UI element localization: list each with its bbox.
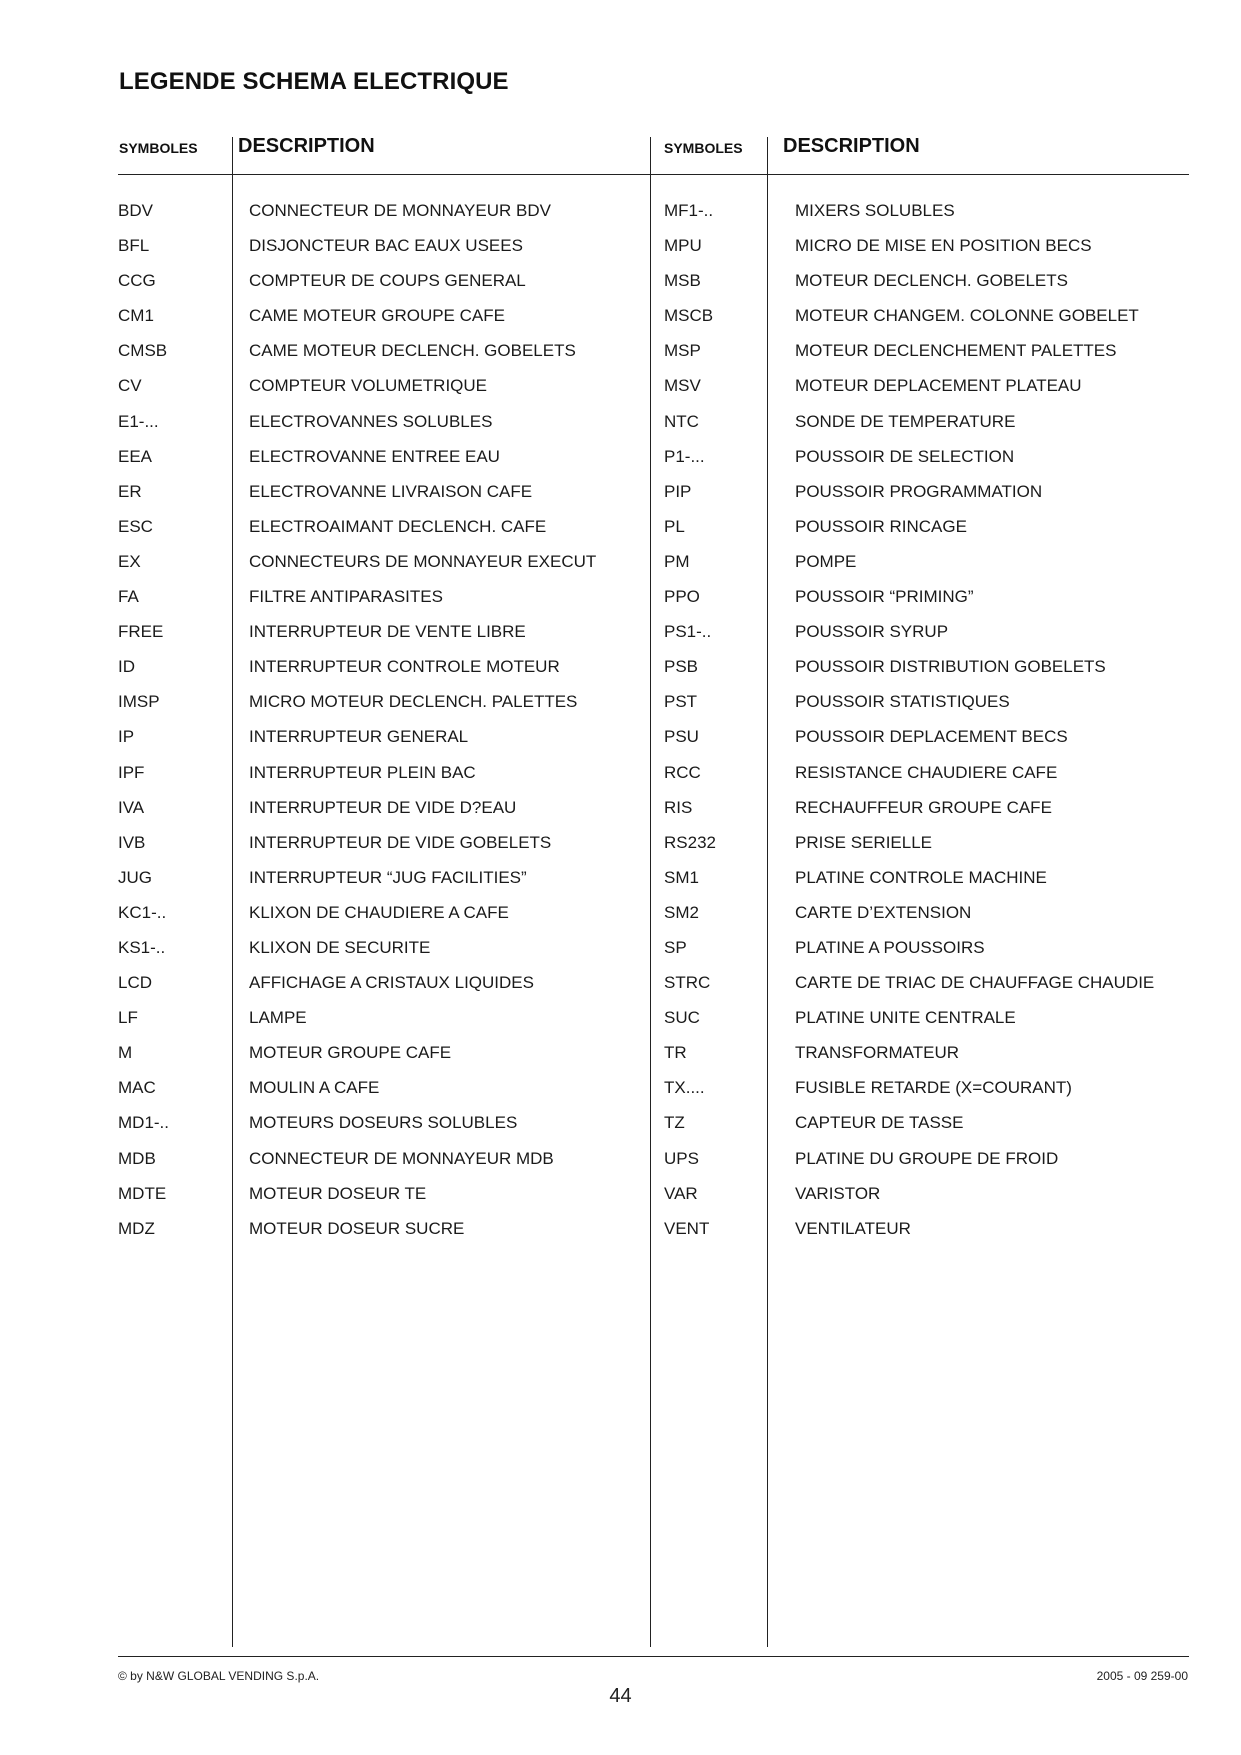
legend-description: INTERRUPTEUR DE VENTE LIBRE <box>249 622 526 642</box>
legend-description: SONDE DE TEMPERATURE <box>795 411 1016 431</box>
legend-row <box>664 936 1189 971</box>
legend-row <box>664 234 1189 269</box>
legend-symbol: PSB <box>664 657 699 677</box>
legend-row <box>664 725 1189 760</box>
header-divider <box>118 174 1189 175</box>
legend-symbol: KC1-.. <box>118 902 167 922</box>
legend-row <box>664 269 1189 304</box>
legend-symbol: RCC <box>664 762 701 782</box>
legend-description: POUSSOIR DEPLACEMENT BECS <box>795 727 1068 747</box>
legend-description: CARTE D’EXTENSION <box>795 902 972 922</box>
legend-row <box>664 971 1189 1006</box>
legend-row <box>118 374 638 409</box>
legend-row <box>664 515 1189 550</box>
legend-row <box>118 831 638 866</box>
legend-row <box>664 1217 1189 1252</box>
legend-row <box>118 410 638 445</box>
legend-symbol: PPO <box>664 587 700 607</box>
legend-symbol: MD1-.. <box>118 1113 169 1133</box>
legend-row <box>664 1006 1189 1041</box>
legend-description: COMPTEUR VOLUMETRIQUE <box>249 376 488 396</box>
legend-row <box>118 269 638 304</box>
legend-description: CAME MOTEUR DECLENCH. GOBELETS <box>249 341 576 361</box>
legend-description: MOULIN A CAFE <box>249 1078 380 1098</box>
legend-description: CONNECTEURS DE MONNAYEUR EXECUT <box>249 551 597 571</box>
legend-row <box>118 1147 638 1182</box>
legend-row <box>664 339 1189 374</box>
legend-symbol: MSP <box>664 341 701 361</box>
legend-symbol: JUG <box>118 867 152 887</box>
page-title: LEGENDE SCHEMA ELECTRIQUE <box>119 68 509 95</box>
legend-row <box>664 796 1189 831</box>
legend-symbol: CMSB <box>118 341 168 361</box>
legend-row <box>118 796 638 831</box>
legend-symbol: MSCB <box>664 306 714 326</box>
legend-description: MOTEUR DOSEUR SUCRE <box>249 1218 465 1238</box>
legend-symbol: BDV <box>118 201 153 220</box>
legend-row <box>664 304 1189 339</box>
legend-symbol: VENT <box>664 1218 710 1238</box>
legend-symbol: EEA <box>118 446 153 466</box>
legend-row <box>118 866 638 901</box>
legend-description: ELECTROVANNE LIVRAISON CAFE <box>249 481 533 501</box>
legend-description: MICRO MOTEUR DECLENCH. PALETTES <box>249 692 578 712</box>
legend-symbol: UPS <box>664 1148 699 1168</box>
legend-row <box>118 304 638 339</box>
legend-description: TRANSFORMATEUR <box>795 1043 960 1063</box>
legend-row <box>664 410 1189 445</box>
legend-row <box>118 690 638 725</box>
legend-description: CONNECTEUR DE MONNAYEUR BDV <box>249 201 551 220</box>
legend-row <box>664 1182 1189 1217</box>
right-description-header: DESCRIPTION <box>783 135 920 157</box>
legend-row <box>664 866 1189 901</box>
legend-symbol: PIP <box>664 481 692 501</box>
legend-description: POUSSOIR DE SELECTION <box>795 446 1015 466</box>
legend-symbol: SP <box>664 937 687 957</box>
legend-symbol: STRC <box>664 973 711 993</box>
legend-symbol: LF <box>118 1008 138 1028</box>
legend-row <box>664 1147 1189 1182</box>
legend-description: PLATINE DU GROUPE DE FROID <box>795 1148 1059 1168</box>
legend-description: VENTILATEUR <box>795 1218 911 1238</box>
legend-row <box>118 445 638 480</box>
legend-description: LAMPE <box>249 1008 307 1028</box>
legend-symbol: MSB <box>664 271 701 291</box>
footer-doc-ref: 2005 - 09 259-00 <box>1096 1669 1188 1683</box>
legend-row <box>118 199 638 234</box>
legend-description: VARISTOR <box>795 1183 881 1203</box>
legend-symbol: KS1-.. <box>118 937 166 957</box>
legend-row <box>664 585 1189 620</box>
legend-row <box>118 620 638 655</box>
legend-description: POMPE <box>795 551 857 571</box>
legend-row <box>664 445 1189 480</box>
legend-description: MOTEUR DOSEUR TE <box>249 1183 427 1203</box>
legend-description: MICRO DE MISE EN POSITION BECS <box>795 236 1092 256</box>
legend-symbol: VAR <box>664 1183 698 1203</box>
legend-row <box>664 550 1189 585</box>
legend-description: INTERRUPTEUR DE VIDE D?EAU <box>249 797 517 817</box>
legend-symbol: IVA <box>118 797 145 817</box>
legend-description: FUSIBLE RETARDE (X=COURANT) <box>795 1078 1072 1098</box>
legend-symbol: M <box>118 1043 133 1063</box>
legend-row <box>664 901 1189 936</box>
legend-symbol: E1-... <box>118 411 159 431</box>
legend-symbol: IMSP <box>118 692 160 712</box>
legend-row <box>118 1111 638 1146</box>
legend-description: PLATINE UNITE CENTRALE <box>795 1008 1016 1028</box>
legend-symbol: MSV <box>664 376 701 396</box>
legend-symbol: NTC <box>664 411 699 431</box>
legend-symbol: BFL <box>118 236 150 256</box>
legend-row <box>664 1076 1189 1111</box>
legend-description: INTERRUPTEUR PLEIN BAC <box>249 762 476 782</box>
legend-description: POUSSOIR STATISTIQUES <box>795 692 1010 712</box>
legend-symbol: ESC <box>118 516 153 536</box>
legend-symbol: EX <box>118 551 141 571</box>
legend-symbol: PM <box>664 551 690 571</box>
legend-symbol: MDTE <box>118 1183 167 1203</box>
legend-description: INTERRUPTEUR “JUG FACILITIES” <box>249 867 527 887</box>
legend-description: MOTEUR GROUPE CAFE <box>249 1043 452 1063</box>
legend-description: KLIXON DE CHAUDIERE A CAFE <box>249 902 509 922</box>
left-legend-list <box>118 199 638 1252</box>
legend-symbol: PSU <box>664 727 699 747</box>
left-symbols-header: SYMBOLES <box>119 140 198 156</box>
legend-symbol: CCG <box>118 271 156 291</box>
footer-divider <box>118 1656 1189 1657</box>
legend-description: MOTEURS DOSEURS SOLUBLES <box>249 1113 518 1133</box>
legend-row <box>664 480 1189 515</box>
legend-row <box>118 480 638 515</box>
legend-row <box>118 585 638 620</box>
legend-row <box>664 655 1189 690</box>
legend-symbol: P1-... <box>664 446 705 466</box>
legend-row <box>118 1076 638 1111</box>
legend-symbol: MDZ <box>118 1218 155 1238</box>
legend-description: CAPTEUR DE TASSE <box>795 1113 964 1133</box>
legend-row <box>664 690 1189 725</box>
legend-description: POUSSOIR PROGRAMMATION <box>795 481 1043 501</box>
legend-symbol: LCD <box>118 973 153 993</box>
legend-symbol: CM1 <box>118 306 154 326</box>
legend-symbol: MPU <box>664 236 702 256</box>
legend-description: PLATINE CONTROLE MACHINE <box>795 867 1047 887</box>
legend-description: AFFICHAGE A CRISTAUX LIQUIDES <box>249 973 534 993</box>
legend-row <box>118 339 638 374</box>
legend-description: MOTEUR DECLENCHEMENT PALETTES <box>795 341 1117 361</box>
legend-row <box>664 1041 1189 1076</box>
legend-symbol: IPF <box>118 762 145 782</box>
legend-description: KLIXON DE SECURITE <box>249 937 431 957</box>
legend-description: ELECTROVANNES SOLUBLES <box>249 411 493 431</box>
legend-row <box>118 725 638 760</box>
legend-description: FILTRE ANTIPARASITES <box>249 587 443 607</box>
legend-row <box>664 374 1189 409</box>
legend-symbol: PST <box>664 692 698 712</box>
legend-symbol: TX.... <box>664 1078 705 1098</box>
page-number: 44 <box>609 1685 632 1707</box>
legend-symbol: RIS <box>664 797 693 817</box>
legend-symbol: CV <box>118 376 142 396</box>
legend-description: MOTEUR CHANGEM. COLONNE GOBELET <box>795 306 1139 326</box>
legend-symbol: FA <box>118 587 139 607</box>
legend-symbol: SM1 <box>664 867 699 887</box>
legend-row <box>118 1217 638 1252</box>
legend-row <box>664 620 1189 655</box>
legend-row <box>118 936 638 971</box>
legend-symbol: ID <box>118 657 135 677</box>
legend-row <box>118 515 638 550</box>
legend-row <box>664 1111 1189 1146</box>
legend-symbol: IP <box>118 727 135 747</box>
legend-row <box>118 1182 638 1217</box>
legend-description: MOTEUR DEPLACEMENT PLATEAU <box>795 376 1082 396</box>
legend-description: POUSSOIR “PRIMING” <box>795 587 974 607</box>
legend-description: PLATINE A POUSSOIRS <box>795 937 985 957</box>
legend-symbol: FREE <box>118 622 164 642</box>
legend-symbol: PL <box>664 516 685 536</box>
legend-description: ELECTROAIMANT DECLENCH. CAFE <box>249 516 547 536</box>
legend-symbol: SM2 <box>664 902 699 922</box>
legend-description: INTERRUPTEUR DE VIDE GOBELETS <box>249 832 552 852</box>
legend-symbol: MF1-.. <box>664 201 714 220</box>
legend-symbol: ER <box>118 481 142 501</box>
legend-row <box>118 234 638 269</box>
legend-symbol: PS1-.. <box>664 622 712 642</box>
legend-symbol: TZ <box>664 1113 685 1133</box>
legend-description: CAME MOTEUR GROUPE CAFE <box>249 306 505 326</box>
legend-description: MOTEUR DECLENCH. GOBELETS <box>795 271 1068 291</box>
legend-description: DISJONCTEUR BAC EAUX USEES <box>249 236 523 256</box>
legend-description: ELECTROVANNE ENTREE EAU <box>249 446 500 466</box>
legend-row <box>118 655 638 690</box>
legend-symbol: SUC <box>664 1008 700 1028</box>
left-description-header: DESCRIPTION <box>238 135 375 157</box>
right-symbols-header: SYMBOLES <box>664 140 743 156</box>
legend-description: COMPTEUR DE COUPS GENERAL <box>249 271 526 291</box>
legend-row <box>118 1041 638 1076</box>
legend-description: CONNECTEUR DE MONNAYEUR MDB <box>249 1148 554 1168</box>
legend-row <box>118 1006 638 1041</box>
legend-symbol: IVB <box>118 832 146 852</box>
legend-description: POUSSOIR SYRUP <box>795 622 949 642</box>
legend-row <box>118 971 638 1006</box>
legend-row <box>664 199 1189 234</box>
legend-description: PRISE SERIELLE <box>795 832 933 852</box>
legend-description: CARTE DE TRIAC DE CHAUFFAGE CHAUDIE <box>795 973 1155 993</box>
legend-description: MIXERS SOLUBLES <box>795 201 955 220</box>
legend-description: INTERRUPTEUR GENERAL <box>249 727 469 747</box>
legend-description: POUSSOIR RINCAGE <box>795 516 967 536</box>
legend-description: RESISTANCE CHAUDIERE CAFE <box>795 762 1058 782</box>
legend-description: INTERRUPTEUR CONTROLE MOTEUR <box>249 657 560 677</box>
legend-row <box>118 761 638 796</box>
footer-copyright: © by N&W GLOBAL VENDING S.p.A. <box>118 1669 320 1683</box>
legend-symbol: RS232 <box>664 832 716 852</box>
legend-row <box>664 831 1189 866</box>
legend-row <box>118 901 638 936</box>
legend-symbol: MAC <box>118 1078 156 1098</box>
right-legend-list <box>664 199 1189 1252</box>
legend-description: RECHAUFFEUR GROUPE CAFE <box>795 797 1052 817</box>
legend-description: POUSSOIR DISTRIBUTION GOBELETS <box>795 657 1106 677</box>
legend-row <box>664 761 1189 796</box>
legend-row <box>118 550 638 585</box>
legend-symbol: TR <box>664 1043 687 1063</box>
legend-symbol: MDB <box>118 1148 156 1168</box>
center-column-divider <box>650 137 651 1647</box>
